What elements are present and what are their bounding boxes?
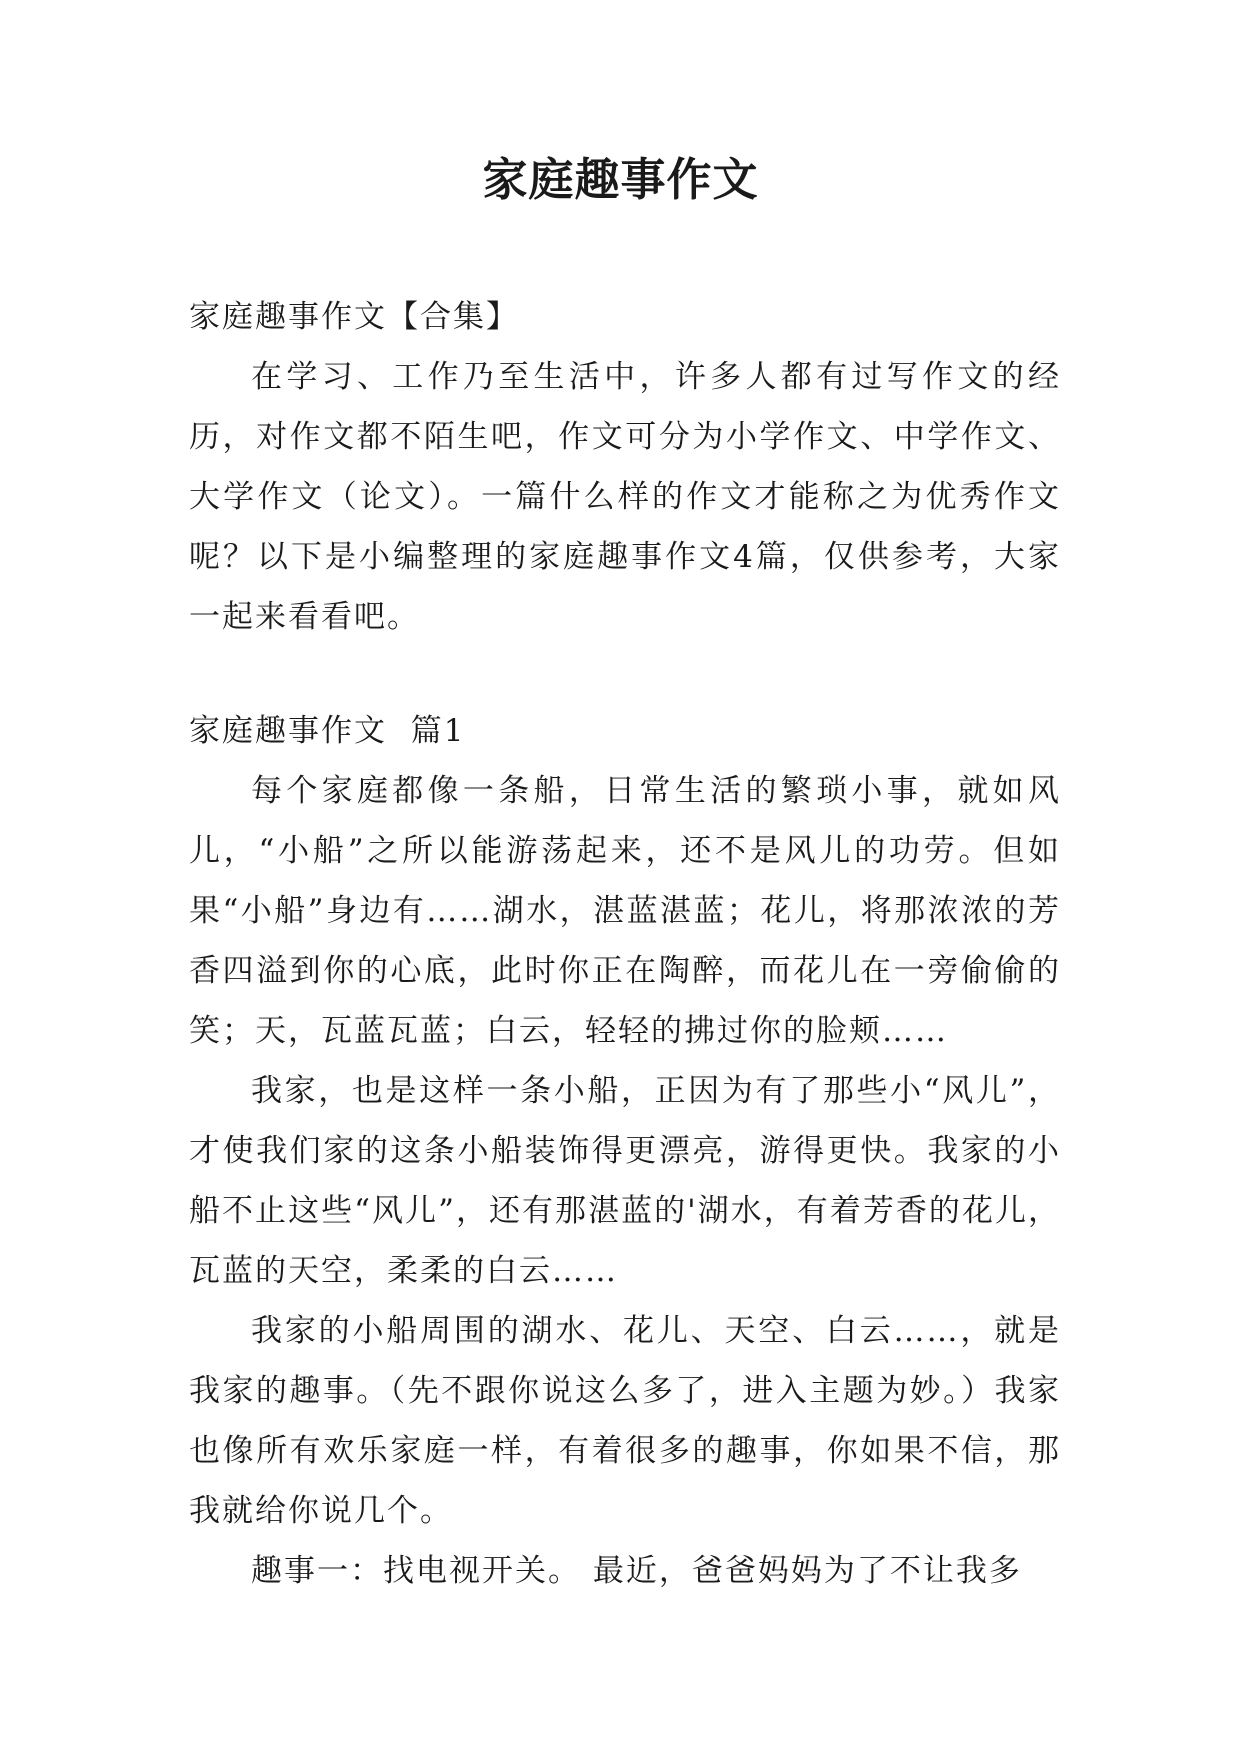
collection-heading: 家庭趣事作文【合集】 bbox=[189, 299, 519, 335]
document-title: 家庭趣事作文 bbox=[482, 153, 759, 206]
intro-paragraph: 在学习、工作乃至生活中，许多人都有过写作文的经历，对作文都不陌生吧，作文可分为小学作文、中学作文、大学作文（论文）。一篇什么样的作文才能称之为优秀作文呢？以下是小编整理的家庭趣事作文4篇，仅供参考，大家一起来看看吧。 bbox=[189, 359, 1061, 635]
section-heading: 家庭趣事作文 篇1 bbox=[189, 713, 466, 749]
body-paragraph: 我家的小船周围的湖水、花儿、天空、白云……，就是我家的趣事。（先不跟你说这么多了，进入主题为妙。）我家也像所有欢乐家庭一样，有着很多的趣事，你如果不信，那我就给你说几个。 bbox=[189, 1313, 1061, 1529]
document-body bbox=[189, 287, 1061, 1601]
body-paragraph: 每个家庭都像一条船，日常生活的繁琐小事，就如风儿，“小船”之所以能游荡起来，还不是风儿的功劳。但如果“小船”身边有……湖水，湛蓝湛蓝；花儿，将那浓浓的芳香四溢到你的心底，此时你正在陶醉，而花儿在一旁偷偷的笑；天，瓦蓝瓦蓝；白云，轻轻的拂过你的脸颊…… bbox=[189, 773, 1061, 1049]
body-paragraph: 趣事一：找电视开关。 最近，爸爸妈妈为了不让我多 bbox=[251, 1553, 1022, 1589]
body-paragraph: 我家，也是这样一条小船，正因为有了那些小“风儿”，才使我们家的这条小船装饰得更漂亮，游得更快。我家的小船不止这些“风儿”，还有那湛蓝的'湖水，有着芳香的花儿，瓦蓝的天空，柔柔的白云…… bbox=[189, 1073, 1061, 1289]
section-spacer bbox=[189, 647, 1061, 701]
